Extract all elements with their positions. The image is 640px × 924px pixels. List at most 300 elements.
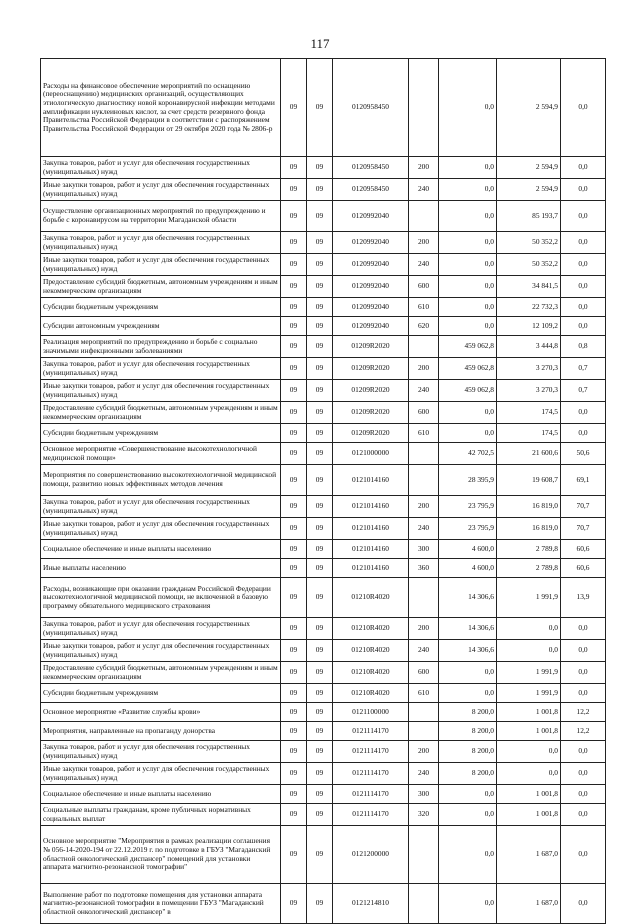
planned-amount: 459 062,8 xyxy=(439,380,497,402)
target-article-code: 01210R4020 xyxy=(333,640,409,662)
executed-amount: 22 732,3 xyxy=(497,298,561,317)
row-description: Закупка товаров, работ и услуг для обеспечения государственных (муниципальных) нужд xyxy=(41,741,281,763)
subsection-code: 09 xyxy=(307,179,333,201)
target-article-code: 0121114170 xyxy=(333,785,409,804)
execution-percent: 60,6 xyxy=(561,559,606,578)
executed-amount: 1 001,8 xyxy=(497,703,561,722)
row-description: Социальное обеспечение и иные выплаты населению xyxy=(41,785,281,804)
section-code: 09 xyxy=(281,640,307,662)
expense-type-code: 240 xyxy=(409,640,439,662)
expense-type-code xyxy=(409,59,439,157)
expense-type-code xyxy=(409,465,439,496)
target-article-code: 0121200000 xyxy=(333,826,409,884)
table-row xyxy=(41,618,606,640)
row-description: Субсидии бюджетным учреждениям xyxy=(41,424,281,443)
row-description: Предоставление субсидий бюджетным, автономным учреждениям и иным некоммерческим организациям xyxy=(41,402,281,424)
target-article-code: 0121114170 xyxy=(333,763,409,785)
section-code: 09 xyxy=(281,722,307,741)
target-article-code: 0121014160 xyxy=(333,518,409,540)
expense-type-code: 620 xyxy=(409,317,439,336)
section-code: 09 xyxy=(281,298,307,317)
section-code: 09 xyxy=(281,276,307,298)
executed-amount: 1 687,0 xyxy=(497,884,561,924)
table-row xyxy=(41,741,606,763)
subsection-code: 09 xyxy=(307,336,333,358)
target-article-code: 01209R2020 xyxy=(333,358,409,380)
planned-amount: 459 062,8 xyxy=(439,336,497,358)
planned-amount: 0,0 xyxy=(439,201,497,232)
subsection-code: 09 xyxy=(307,662,333,684)
target-article-code: 0121114170 xyxy=(333,722,409,741)
execution-percent: 12,2 xyxy=(561,722,606,741)
expense-type-code xyxy=(409,201,439,232)
subsection-code: 09 xyxy=(307,785,333,804)
expense-type-code xyxy=(409,578,439,618)
subsection-code: 09 xyxy=(307,804,333,826)
target-article-code: 01209R2020 xyxy=(333,380,409,402)
planned-amount: 0,0 xyxy=(439,804,497,826)
executed-amount: 3 270,3 xyxy=(497,380,561,402)
executed-amount: 34 841,5 xyxy=(497,276,561,298)
executed-amount: 1 687,0 xyxy=(497,826,561,884)
target-article-code: 01210R4020 xyxy=(333,578,409,618)
subsection-code: 09 xyxy=(307,380,333,402)
row-description: Расходы, возникающие при оказании гражданам Российской Федерации высокотехнологичной медицинской помощи, не включенной в базовую программу обязательного медицинского страхования xyxy=(41,578,281,618)
section-code: 09 xyxy=(281,232,307,254)
row-description: Иные закупки товаров, работ и услуг для обеспечения государственных (муниципальных) нужд xyxy=(41,640,281,662)
planned-amount: 8 200,0 xyxy=(439,722,497,741)
executed-amount: 1 001,8 xyxy=(497,804,561,826)
target-article-code: 0120992040 xyxy=(333,201,409,232)
table-row xyxy=(41,884,606,924)
executed-amount: 2 594,9 xyxy=(497,179,561,201)
row-description: Закупка товаров, работ и услуг для обеспечения государственных (муниципальных) нужд xyxy=(41,232,281,254)
table-row xyxy=(41,578,606,618)
execution-percent: 70,7 xyxy=(561,518,606,540)
expense-type-code: 600 xyxy=(409,276,439,298)
executed-amount: 16 819,0 xyxy=(497,518,561,540)
target-article-code: 0121014160 xyxy=(333,559,409,578)
executed-amount: 3 444,8 xyxy=(497,336,561,358)
executed-amount: 1 991,9 xyxy=(497,662,561,684)
expense-type-code: 360 xyxy=(409,559,439,578)
target-article-code: 0121100000 xyxy=(333,703,409,722)
execution-percent: 69,1 xyxy=(561,465,606,496)
planned-amount: 8 200,0 xyxy=(439,741,497,763)
target-article-code: 01209R2020 xyxy=(333,424,409,443)
execution-percent: 0,0 xyxy=(561,276,606,298)
subsection-code: 09 xyxy=(307,424,333,443)
expense-type-code: 200 xyxy=(409,157,439,179)
planned-amount: 14 306,6 xyxy=(439,618,497,640)
execution-percent: 0,0 xyxy=(561,317,606,336)
section-code: 09 xyxy=(281,424,307,443)
execution-percent: 0,0 xyxy=(561,884,606,924)
row-description: Социальные выплаты гражданам, кроме публичных нормативных социальных выплат xyxy=(41,804,281,826)
expense-type-code xyxy=(409,722,439,741)
section-code: 09 xyxy=(281,358,307,380)
execution-percent: 0,0 xyxy=(561,741,606,763)
table-row xyxy=(41,443,606,465)
subsection-code: 09 xyxy=(307,59,333,157)
planned-amount: 0,0 xyxy=(439,157,497,179)
target-article-code: 0120992040 xyxy=(333,232,409,254)
expense-type-code: 300 xyxy=(409,540,439,559)
row-description: Выполнение работ по подготовке помещения для установки аппарата магнитно-резонансной томографии в помещении ГБУЗ "Магаданский областной онкологический диспансер" в xyxy=(41,884,281,924)
section-code: 09 xyxy=(281,785,307,804)
target-article-code: 0121014160 xyxy=(333,496,409,518)
executed-amount: 19 608,7 xyxy=(497,465,561,496)
expense-type-code: 600 xyxy=(409,402,439,424)
table-row xyxy=(41,763,606,785)
executed-amount: 2 789,8 xyxy=(497,559,561,578)
executed-amount: 50 352,2 xyxy=(497,254,561,276)
section-code: 09 xyxy=(281,443,307,465)
table-row xyxy=(41,358,606,380)
planned-amount: 23 795,9 xyxy=(439,496,497,518)
execution-percent: 0,0 xyxy=(561,232,606,254)
table-row xyxy=(41,703,606,722)
table-row xyxy=(41,785,606,804)
execution-percent: 0,0 xyxy=(561,826,606,884)
target-article-code: 0121000000 xyxy=(333,443,409,465)
section-code: 09 xyxy=(281,254,307,276)
table-row xyxy=(41,662,606,684)
row-description: Иные закупки товаров, работ и услуг для обеспечения государственных (муниципальных) нужд xyxy=(41,518,281,540)
expense-type-code: 200 xyxy=(409,496,439,518)
expense-type-code xyxy=(409,336,439,358)
table-row xyxy=(41,540,606,559)
subsection-code: 09 xyxy=(307,578,333,618)
subsection-code: 09 xyxy=(307,232,333,254)
row-description: Иные закупки товаров, работ и услуг для обеспечения государственных (муниципальных) нужд xyxy=(41,380,281,402)
section-code: 09 xyxy=(281,465,307,496)
target-article-code: 0120958450 xyxy=(333,179,409,201)
planned-amount: 0,0 xyxy=(439,684,497,703)
row-description: Субсидии бюджетным учреждениям xyxy=(41,298,281,317)
executed-amount: 1 991,9 xyxy=(497,578,561,618)
planned-amount: 0,0 xyxy=(439,232,497,254)
planned-amount: 8 200,0 xyxy=(439,703,497,722)
execution-percent: 0,0 xyxy=(561,640,606,662)
execution-percent: 0,7 xyxy=(561,380,606,402)
section-code: 09 xyxy=(281,317,307,336)
page-number: 117 xyxy=(310,36,330,51)
expense-type-code xyxy=(409,703,439,722)
subsection-code: 09 xyxy=(307,157,333,179)
executed-amount: 1 001,8 xyxy=(497,722,561,741)
executed-amount: 174,5 xyxy=(497,402,561,424)
table-row xyxy=(41,424,606,443)
expense-type-code xyxy=(409,884,439,924)
subsection-code: 09 xyxy=(307,443,333,465)
execution-percent: 0,0 xyxy=(561,684,606,703)
target-article-code: 0120958450 xyxy=(333,157,409,179)
row-description: Субсидии бюджетным учреждениям xyxy=(41,684,281,703)
section-code: 09 xyxy=(281,540,307,559)
row-description: Иные закупки товаров, работ и услуг для обеспечения государственных (муниципальных) нужд xyxy=(41,254,281,276)
planned-amount: 4 600,0 xyxy=(439,540,497,559)
row-description: Закупка товаров, работ и услуг для обеспечения государственных (муниципальных) нужд xyxy=(41,496,281,518)
subsection-code: 09 xyxy=(307,741,333,763)
table-row xyxy=(41,317,606,336)
table-row xyxy=(41,640,606,662)
expense-type-code: 610 xyxy=(409,684,439,703)
executed-amount: 1 991,9 xyxy=(497,684,561,703)
planned-amount: 0,0 xyxy=(439,402,497,424)
row-description: Предоставление субсидий бюджетным, автономным учреждениям и иным некоммерческим организациям xyxy=(41,662,281,684)
target-article-code: 0121014160 xyxy=(333,540,409,559)
table-row xyxy=(41,232,606,254)
subsection-code: 09 xyxy=(307,402,333,424)
section-code: 09 xyxy=(281,804,307,826)
planned-amount: 0,0 xyxy=(439,884,497,924)
expense-type-code xyxy=(409,826,439,884)
subsection-code: 09 xyxy=(307,540,333,559)
section-code: 09 xyxy=(281,763,307,785)
target-article-code: 01209R2020 xyxy=(333,402,409,424)
target-article-code: 0120992040 xyxy=(333,298,409,317)
planned-amount: 8 200,0 xyxy=(439,763,497,785)
execution-percent: 0,0 xyxy=(561,298,606,317)
subsection-code: 09 xyxy=(307,465,333,496)
expense-type-code: 320 xyxy=(409,804,439,826)
subsection-code: 09 xyxy=(307,684,333,703)
executed-amount: 50 352,2 xyxy=(497,232,561,254)
expense-type-code: 200 xyxy=(409,358,439,380)
table-row xyxy=(41,276,606,298)
row-description: Закупка товаров, работ и услуг для обеспечения государственных (муниципальных) нужд xyxy=(41,618,281,640)
executed-amount: 0,0 xyxy=(497,741,561,763)
row-description: Предоставление субсидий бюджетным, автономным учреждениям и иным некоммерческим организациям xyxy=(41,276,281,298)
table-row xyxy=(41,826,606,884)
execution-percent: 13,9 xyxy=(561,578,606,618)
planned-amount: 28 395,9 xyxy=(439,465,497,496)
expense-type-code: 240 xyxy=(409,179,439,201)
section-code: 09 xyxy=(281,741,307,763)
table-row xyxy=(41,380,606,402)
expense-type-code: 300 xyxy=(409,785,439,804)
expense-type-code: 610 xyxy=(409,298,439,317)
table-row xyxy=(41,465,606,496)
row-description: Закупка товаров, работ и услуг для обеспечения государственных (муниципальных) нужд xyxy=(41,157,281,179)
section-code: 09 xyxy=(281,179,307,201)
expense-type-code: 200 xyxy=(409,232,439,254)
planned-amount: 0,0 xyxy=(439,826,497,884)
execution-percent: 0,0 xyxy=(561,662,606,684)
expense-type-code: 240 xyxy=(409,380,439,402)
target-article-code: 0121214810 xyxy=(333,884,409,924)
row-description: Основное мероприятие «Развитие службы крови» xyxy=(41,703,281,722)
executed-amount: 85 193,7 xyxy=(497,201,561,232)
expense-type-code: 600 xyxy=(409,662,439,684)
planned-amount: 4 600,0 xyxy=(439,559,497,578)
executed-amount: 0,0 xyxy=(497,763,561,785)
row-description: Субсидии автономным учреждениям xyxy=(41,317,281,336)
row-description: Иные закупки товаров, работ и услуг для обеспечения государственных (муниципальных) нужд xyxy=(41,763,281,785)
execution-percent: 12,2 xyxy=(561,703,606,722)
planned-amount: 14 306,6 xyxy=(439,578,497,618)
expense-type-code: 610 xyxy=(409,424,439,443)
planned-amount: 23 795,9 xyxy=(439,518,497,540)
row-description: Социальное обеспечение и иные выплаты населению xyxy=(41,540,281,559)
expense-type-code: 200 xyxy=(409,618,439,640)
section-code: 09 xyxy=(281,884,307,924)
planned-amount: 0,0 xyxy=(439,254,497,276)
table-row xyxy=(41,298,606,317)
table-row xyxy=(41,201,606,232)
subsection-code: 09 xyxy=(307,763,333,785)
subsection-code: 09 xyxy=(307,640,333,662)
section-code: 09 xyxy=(281,336,307,358)
row-description: Иные закупки товаров, работ и услуг для обеспечения государственных (муниципальных) нужд xyxy=(41,179,281,201)
subsection-code: 09 xyxy=(307,276,333,298)
budget-table xyxy=(40,58,606,924)
section-code: 09 xyxy=(281,826,307,884)
target-article-code: 0120958450 xyxy=(333,59,409,157)
execution-percent: 0,0 xyxy=(561,59,606,157)
target-article-code: 0120992040 xyxy=(333,254,409,276)
executed-amount: 0,0 xyxy=(497,618,561,640)
subsection-code: 09 xyxy=(307,358,333,380)
subsection-code: 09 xyxy=(307,722,333,741)
execution-percent: 0,0 xyxy=(561,201,606,232)
section-code: 09 xyxy=(281,618,307,640)
planned-amount: 0,0 xyxy=(439,785,497,804)
section-code: 09 xyxy=(281,559,307,578)
table-row xyxy=(41,179,606,201)
table-row xyxy=(41,518,606,540)
table-row xyxy=(41,804,606,826)
execution-percent: 0,8 xyxy=(561,336,606,358)
target-article-code: 01210R4020 xyxy=(333,662,409,684)
target-article-code: 0120992040 xyxy=(333,276,409,298)
section-code: 09 xyxy=(281,703,307,722)
executed-amount: 2 789,8 xyxy=(497,540,561,559)
executed-amount: 2 594,9 xyxy=(497,59,561,157)
row-description: Мероприятия по совершенствованию высокотехнологичной медицинской помощи, развитию новых эффективных методов лечения xyxy=(41,465,281,496)
planned-amount: 0,0 xyxy=(439,317,497,336)
execution-percent: 0,0 xyxy=(561,763,606,785)
execution-percent: 0,0 xyxy=(561,157,606,179)
table-row xyxy=(41,336,606,358)
section-code: 09 xyxy=(281,380,307,402)
executed-amount: 3 270,3 xyxy=(497,358,561,380)
executed-amount: 1 001,8 xyxy=(497,785,561,804)
table-row xyxy=(41,684,606,703)
execution-percent: 0,0 xyxy=(561,785,606,804)
section-code: 09 xyxy=(281,201,307,232)
table-row xyxy=(41,559,606,578)
subsection-code: 09 xyxy=(307,201,333,232)
execution-percent: 50,6 xyxy=(561,443,606,465)
subsection-code: 09 xyxy=(307,559,333,578)
row-description: Иные выплаты населению xyxy=(41,559,281,578)
table-row xyxy=(41,157,606,179)
target-article-code: 01210R4020 xyxy=(333,618,409,640)
row-description: Основное мероприятие "Мероприятия в рамках реализации соглашения № 056-14-2020-194 от 22.12.2019 г. по подготовке в ГБУЗ "Магаданский областной онкологический диспансер" помещений для установки аппарата магнитно-резонансной томографии" xyxy=(41,826,281,884)
executed-amount: 21 600,6 xyxy=(497,443,561,465)
section-code: 09 xyxy=(281,157,307,179)
subsection-code: 09 xyxy=(307,884,333,924)
executed-amount: 16 819,0 xyxy=(497,496,561,518)
executed-amount: 174,5 xyxy=(497,424,561,443)
subsection-code: 09 xyxy=(307,254,333,276)
subsection-code: 09 xyxy=(307,518,333,540)
planned-amount: 0,0 xyxy=(439,276,497,298)
target-article-code: 0121114170 xyxy=(333,741,409,763)
execution-percent: 0,0 xyxy=(561,618,606,640)
table-row xyxy=(41,722,606,741)
row-description: Осуществление организационных мероприятий по предупреждению и борьбе с коронавирусом на территории Магаданской области xyxy=(41,201,281,232)
subsection-code: 09 xyxy=(307,703,333,722)
target-article-code: 01210R4020 xyxy=(333,684,409,703)
section-code: 09 xyxy=(281,518,307,540)
target-article-code: 0121114170 xyxy=(333,804,409,826)
execution-percent: 70,7 xyxy=(561,496,606,518)
row-description: Мероприятия, направленные на пропаганду донорства xyxy=(41,722,281,741)
planned-amount: 0,0 xyxy=(439,662,497,684)
target-article-code: 01209R2020 xyxy=(333,336,409,358)
executed-amount: 0,0 xyxy=(497,640,561,662)
table-row xyxy=(41,496,606,518)
expense-type-code: 240 xyxy=(409,254,439,276)
executed-amount: 2 594,9 xyxy=(497,157,561,179)
table-row xyxy=(41,59,606,157)
expense-type-code: 240 xyxy=(409,763,439,785)
planned-amount: 42 702,5 xyxy=(439,443,497,465)
executed-amount: 12 109,2 xyxy=(497,317,561,336)
section-code: 09 xyxy=(281,496,307,518)
planned-amount: 0,0 xyxy=(439,424,497,443)
section-code: 09 xyxy=(281,402,307,424)
planned-amount: 0,0 xyxy=(439,179,497,201)
table-body xyxy=(41,59,606,924)
planned-amount: 0,0 xyxy=(439,59,497,157)
section-code: 09 xyxy=(281,662,307,684)
subsection-code: 09 xyxy=(307,826,333,884)
execution-percent: 0,0 xyxy=(561,804,606,826)
table-row xyxy=(41,254,606,276)
execution-percent: 0,7 xyxy=(561,358,606,380)
planned-amount: 14 306,6 xyxy=(439,640,497,662)
execution-percent: 0,0 xyxy=(561,254,606,276)
subsection-code: 09 xyxy=(307,618,333,640)
table-row xyxy=(41,402,606,424)
execution-percent: 0,0 xyxy=(561,402,606,424)
subsection-code: 09 xyxy=(307,298,333,317)
expense-type-code xyxy=(409,443,439,465)
expense-type-code: 240 xyxy=(409,518,439,540)
subsection-code: 09 xyxy=(307,496,333,518)
execution-percent: 60,6 xyxy=(561,540,606,559)
target-article-code: 0121014160 xyxy=(333,465,409,496)
planned-amount: 0,0 xyxy=(439,298,497,317)
execution-percent: 0,0 xyxy=(561,424,606,443)
row-description: Расходы на финансовое обеспечение мероприятий по оснащению (переоснащению) медицинских организаций, осуществляющих этиологическую диагностику новой коронавирусной инфекции методами амплификации нуклеиновых кислот, за счет средств резервного фонда Правительства Российской Федерации в соответствии с распоряжением Правительства Российской Федерации от 29 октября 2020 года № 2806-р xyxy=(41,59,281,157)
section-code: 09 xyxy=(281,578,307,618)
target-article-code: 0120992040 xyxy=(333,317,409,336)
section-code: 09 xyxy=(281,684,307,703)
subsection-code: 09 xyxy=(307,317,333,336)
section-code: 09 xyxy=(281,59,307,157)
planned-amount: 459 062,8 xyxy=(439,358,497,380)
expense-type-code: 200 xyxy=(409,741,439,763)
row-description: Реализация мероприятий по предупреждению и борьбе с социально значимыми инфекционными заболеваниями xyxy=(41,336,281,358)
execution-percent: 0,0 xyxy=(561,179,606,201)
row-description: Основное мероприятие «Совершенствование высокотехнологичной медицинской помощи» xyxy=(41,443,281,465)
row-description: Закупка товаров, работ и услуг для обеспечения государственных (муниципальных) нужд xyxy=(41,358,281,380)
